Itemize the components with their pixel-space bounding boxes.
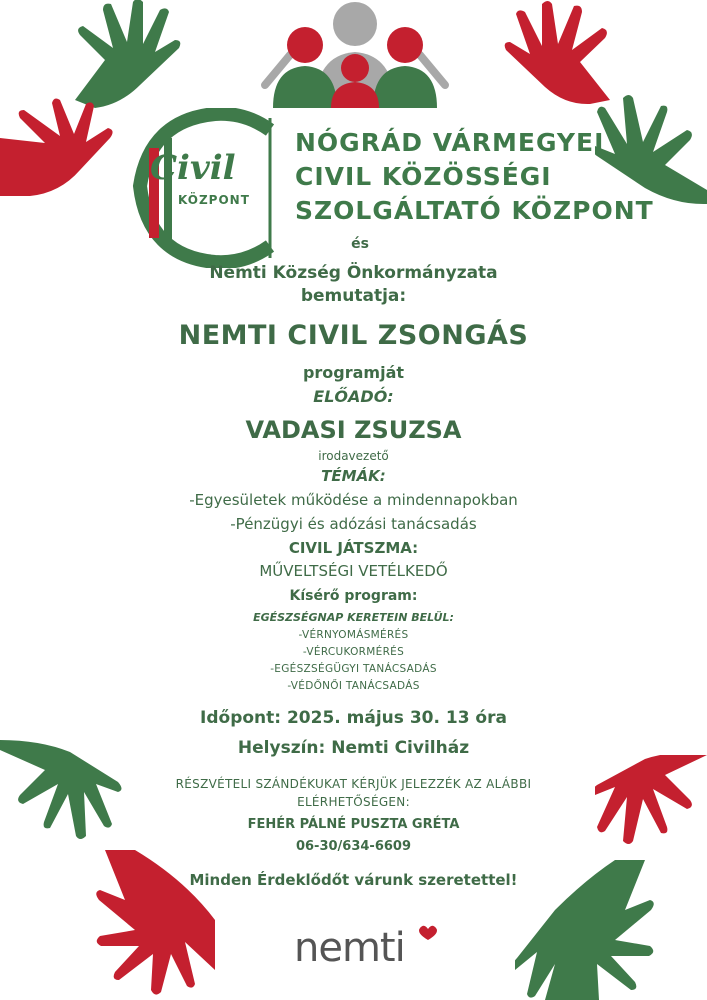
topic-item: -Egyesületek működése a mindennapokban: [189, 491, 518, 509]
event-time: Időpont: 2025. május 30. 13 óra: [200, 708, 507, 728]
contact-name: FEHÉR PÁLNÉ PUSZTA GRÉTA: [247, 817, 460, 832]
and-word: és: [351, 236, 369, 252]
health-item: -EGÉSZSÉGÜGYI TANÁCSADÁS: [270, 663, 437, 675]
event-title: NEMTI CIVIL ZSONGÁS: [178, 320, 529, 351]
presents: bemutatja:: [300, 286, 407, 306]
civil-game-label: CIVIL JÁTSZMA:: [288, 539, 419, 557]
health-item: -VÉRNYOMÁSMÉRÉS: [298, 629, 409, 641]
topics-label: TÉMÁK:: [321, 467, 386, 485]
health-item: -VÉRCUKORMÉRÉS: [302, 646, 405, 658]
civil-game: MŰVELTSÉGI VETÉLKEDŐ: [259, 562, 448, 580]
presenter-org: Nemti Község Önkormányzata: [209, 263, 498, 283]
logo-line-2: CIVIL KÖZÖSSÉGI: [295, 162, 552, 191]
event-place: Helyszín: Nemti Civilház: [237, 738, 470, 758]
kozpont-word: KÖZPONT: [178, 193, 250, 207]
rsvp-line-2: ELÉRHETŐSÉGEN:: [297, 795, 410, 809]
people-group-icon: [245, 0, 465, 108]
logo-org-name: [295, 126, 654, 228]
green-hand-icon: [65, 0, 185, 110]
speaker-label: ELŐADÓ:: [313, 387, 394, 406]
logo-line-1: NÓGRÁD VÁRMEGYEI: [295, 128, 605, 157]
nemti-logo-text: nemti: [294, 925, 405, 971]
civil-word: Civil: [150, 148, 236, 188]
heart-icon: [419, 926, 437, 940]
topic-item: -Pénzügyi és adózási tanácsadás: [230, 515, 477, 533]
speaker-role: irodavezető: [318, 449, 389, 463]
program-word: programját: [302, 363, 405, 382]
speaker-name: VADASI ZSUZSA: [245, 416, 462, 444]
logo-line-3: SZOLGÁLTATÓ KÖZPONT: [295, 196, 654, 225]
side-program-label: Kísérő program:: [289, 588, 418, 604]
rsvp-line-1: RÉSZVÉTELI SZÁNDÉKUKAT KÉRJÜK JELEZZÉK AZ ALÁBBI: [175, 777, 532, 791]
health-item: -VÉDŐNŐI TANÁCSADÁS: [287, 680, 420, 692]
contact-phone: 06-30/634-6609: [295, 839, 412, 854]
red-hand-icon: [0, 98, 115, 198]
poster-content: [0, 232, 707, 891]
nemti-logo: [290, 915, 440, 975]
health-day-label: EGÉSZSÉGNAP KERETEIN BELÜL:: [253, 611, 454, 624]
closing-line: Minden Érdeklődőt várunk szeretettel!: [189, 871, 518, 889]
